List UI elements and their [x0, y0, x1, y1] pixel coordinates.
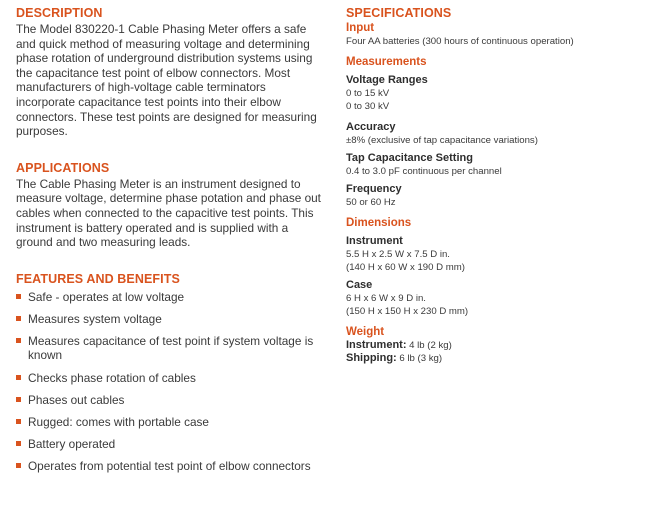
left-column: [16, 6, 324, 482]
measurements-heading: Measurements: [346, 56, 427, 68]
list-item: [16, 312, 324, 326]
voltage-ranges-label: Voltage Ranges: [346, 74, 428, 86]
applications-heading: APPLICATIONS: [16, 160, 110, 175]
square-bullet-icon: [16, 316, 21, 321]
square-bullet-icon: [16, 419, 21, 424]
instrument-dimensions-label: Instrument: [346, 235, 403, 247]
features-heading: FEATURES AND BENEFITS: [16, 271, 180, 286]
instrument-dimensions-value: (140 H x 60 W x 190 D mm): [346, 262, 465, 273]
case-dimensions-value: (150 H x 150 H x 230 D mm): [346, 306, 469, 317]
list-item: [16, 393, 324, 407]
voltage-range-value: 0 to 30 kV: [346, 101, 390, 112]
square-bullet-icon: [16, 338, 21, 343]
list-item: [16, 459, 324, 473]
instrument-weight-label: Instrument:: [346, 339, 407, 351]
list-item: [16, 437, 324, 451]
shipping-weight-value: 6 lb (3 kg): [399, 353, 443, 364]
case-dimensions-label: Case: [346, 279, 373, 291]
frequency-value: 50 or 60 Hz: [346, 197, 396, 208]
weight-heading: Weight: [346, 326, 385, 338]
feature-text: Phases out cables: [28, 392, 125, 407]
input-value: Four AA batteries (300 hours of continuous operation): [346, 36, 574, 47]
list-item: [16, 290, 324, 304]
feature-text: Measures capacitance of test point if system voltage is known: [28, 334, 314, 363]
features-list: [16, 290, 324, 474]
tap-capacitance-value: 0.4 to 3.0 pF continuous per channel: [346, 166, 502, 177]
feature-text: Rugged: comes with portable case: [28, 414, 209, 429]
instrument-dimensions-value: 5.5 H x 2.5 W x 7.5 D in.: [346, 249, 450, 260]
feature-text: Safe - operates at low voltage: [28, 289, 185, 304]
specifications-heading: SPECIFICATIONS: [346, 6, 452, 20]
list-item: [16, 334, 324, 362]
description-text: The Model 830220-1 Cable Phasing Meter offers a safe and quick method of measuring voltage and determining phase rotation of underground distribution systems using the capacitance test point of elbow connectors. Most manufacturers of high-voltage cable terminators incorporate capacitance test points into their elbow connectors. These test points are designed for measuring purposes.: [16, 22, 317, 139]
square-bullet-icon: [16, 397, 21, 402]
case-dimensions-value: 6 H x 6 W x 9 D in.: [346, 293, 426, 304]
feature-text: Battery operated: [28, 437, 116, 452]
feature-text: Measures system voltage: [28, 311, 162, 326]
right-column: [346, 6, 641, 365]
tap-capacitance-label: Tap Capacitance Setting: [346, 152, 473, 164]
shipping-weight: [346, 352, 641, 365]
accuracy-value: ±8% (exclusive of tap capacitance variations): [346, 135, 538, 146]
dimensions-heading: Dimensions: [346, 217, 412, 229]
shipping-weight-label: Shipping:: [346, 352, 397, 364]
instrument-weight-value: 4 lb (2 kg): [409, 340, 452, 351]
voltage-range-value: 0 to 15 kV: [346, 88, 390, 99]
square-bullet-icon: [16, 375, 21, 380]
frequency-label: Frequency: [346, 183, 402, 195]
square-bullet-icon: [16, 294, 21, 299]
list-item: [16, 371, 324, 385]
applications-text: The Cable Phasing Meter is an instrument designed to measure voltage, determine phase potation and phase out cables when connected to the capacitive test points. This instrument is battery operated and is supplied with a ground and two measuring leads.: [16, 176, 321, 250]
square-bullet-icon: [16, 441, 21, 446]
accuracy-label: Accuracy: [346, 121, 396, 133]
instrument-weight: [346, 339, 641, 352]
input-heading: Input: [346, 22, 375, 34]
square-bullet-icon: [16, 463, 21, 468]
feature-text: Operates from potential test point of elbow connectors: [28, 459, 311, 474]
list-item: [16, 415, 324, 429]
description-heading: DESCRIPTION: [16, 6, 103, 20]
feature-text: Checks phase rotation of cables: [28, 370, 196, 385]
